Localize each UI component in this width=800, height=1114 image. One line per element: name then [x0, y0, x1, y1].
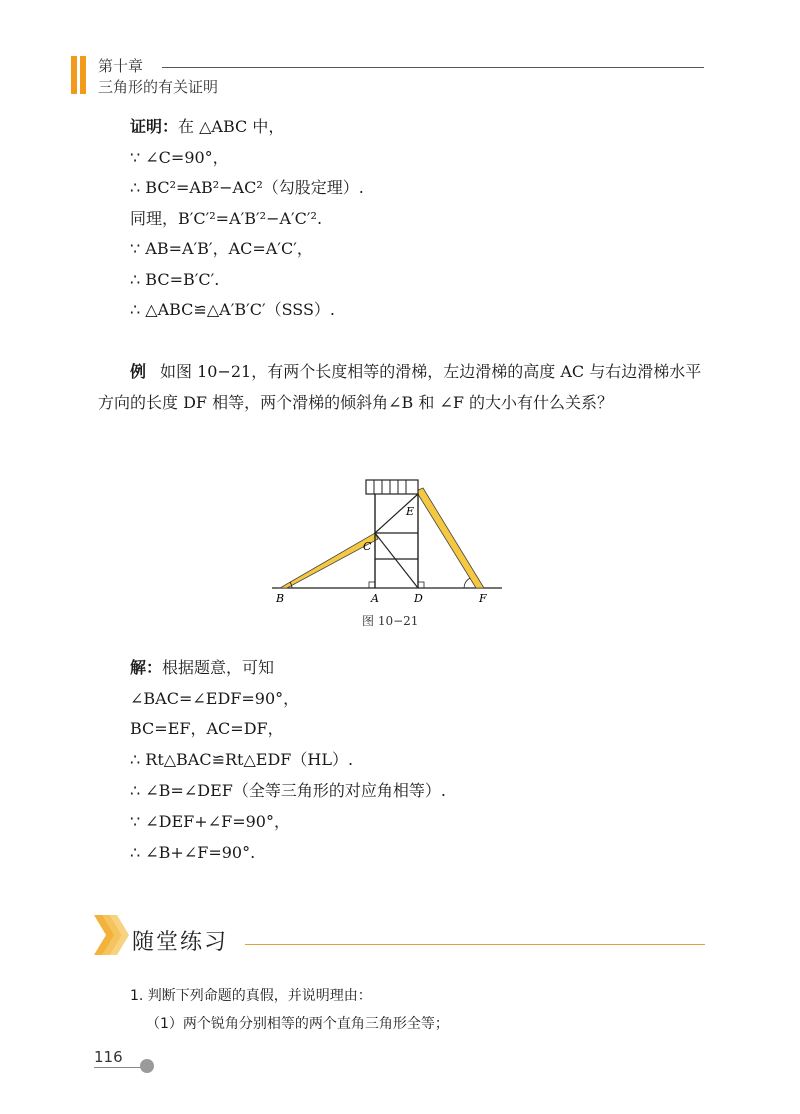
solution-line-1: 解：根据题意，可知 — [130, 658, 275, 677]
label-A: A — [371, 592, 379, 605]
example-text: 如图 10−21，有两个长度相等的滑梯，左边滑梯的高度 AC 与右边滑梯水平方向的长度 DF 相等，两个滑梯的倾斜角∠B 和 ∠F 的大小有什么关系？ — [98, 362, 702, 412]
right-slide — [416, 488, 484, 588]
header-rule — [162, 67, 704, 68]
right-angle-A — [369, 582, 375, 588]
example-label: 例 — [130, 362, 147, 381]
page-number: 116 — [94, 1048, 123, 1066]
proof-line-6: ∴ BC=B′C′. — [130, 270, 220, 289]
chevron-arrows-icon — [94, 913, 134, 957]
chapter-marker — [71, 56, 89, 94]
proof-line-3: ∴ BC²=AB²−AC²（勾股定理）. — [130, 178, 364, 197]
proof-line-1: 证明：在 △ABC 中， — [130, 117, 285, 136]
proof-line-5: ∵ AB=A′B′，AC=A′C′， — [130, 239, 313, 258]
exercise-title: 随堂练习 — [132, 930, 229, 955]
solution-line-3: BC=EF，AC=DF， — [130, 719, 284, 738]
question-1: 1. 判断下列命题的真假，并说明理由： — [130, 988, 372, 1004]
proof-heading: 证明： — [130, 117, 179, 136]
label-F: F — [479, 592, 487, 605]
exercise-rule — [245, 944, 705, 945]
page-dot-icon — [140, 1059, 154, 1073]
solution-line-2: ∠BAC=∠EDF=90°， — [130, 689, 300, 708]
right-angle-D — [418, 582, 424, 588]
question-1-part-1: （1）两个锐角分别相等的两个直角三角形全等； — [146, 1016, 449, 1032]
proof-line-7: ∴ △ABC≌△A′B′C′（SSS）. — [130, 300, 335, 319]
example-paragraph — [98, 356, 706, 418]
proof-line-2: ∵ ∠C=90°， — [130, 148, 229, 167]
slide-figure — [260, 472, 510, 612]
label-D: D — [414, 592, 423, 605]
chapter-label: 第十章 — [98, 57, 144, 75]
label-C: C — [363, 540, 372, 553]
proof-line-4: 同理，B′C′²=A′B′²−A′C′². — [130, 209, 323, 228]
figure-caption: 图 10−21 — [362, 614, 419, 628]
solution-line-5: ∴ ∠B=∠DEF（全等三角形的对应角相等）. — [130, 781, 446, 800]
label-E: E — [406, 505, 415, 518]
label-B: B — [276, 592, 285, 605]
solution-line-4: ∴ Rt△BAC≌Rt△EDF（HL）. — [130, 750, 354, 769]
solution-heading: 解： — [130, 658, 163, 677]
solution-line-6: ∵ ∠DEF+∠F=90°， — [130, 812, 290, 831]
angle-F-arc — [464, 578, 470, 588]
solution-line-7: ∴ ∠B+∠F=90°. — [130, 843, 256, 862]
chapter-title: 三角形的有关证明 — [98, 78, 219, 96]
